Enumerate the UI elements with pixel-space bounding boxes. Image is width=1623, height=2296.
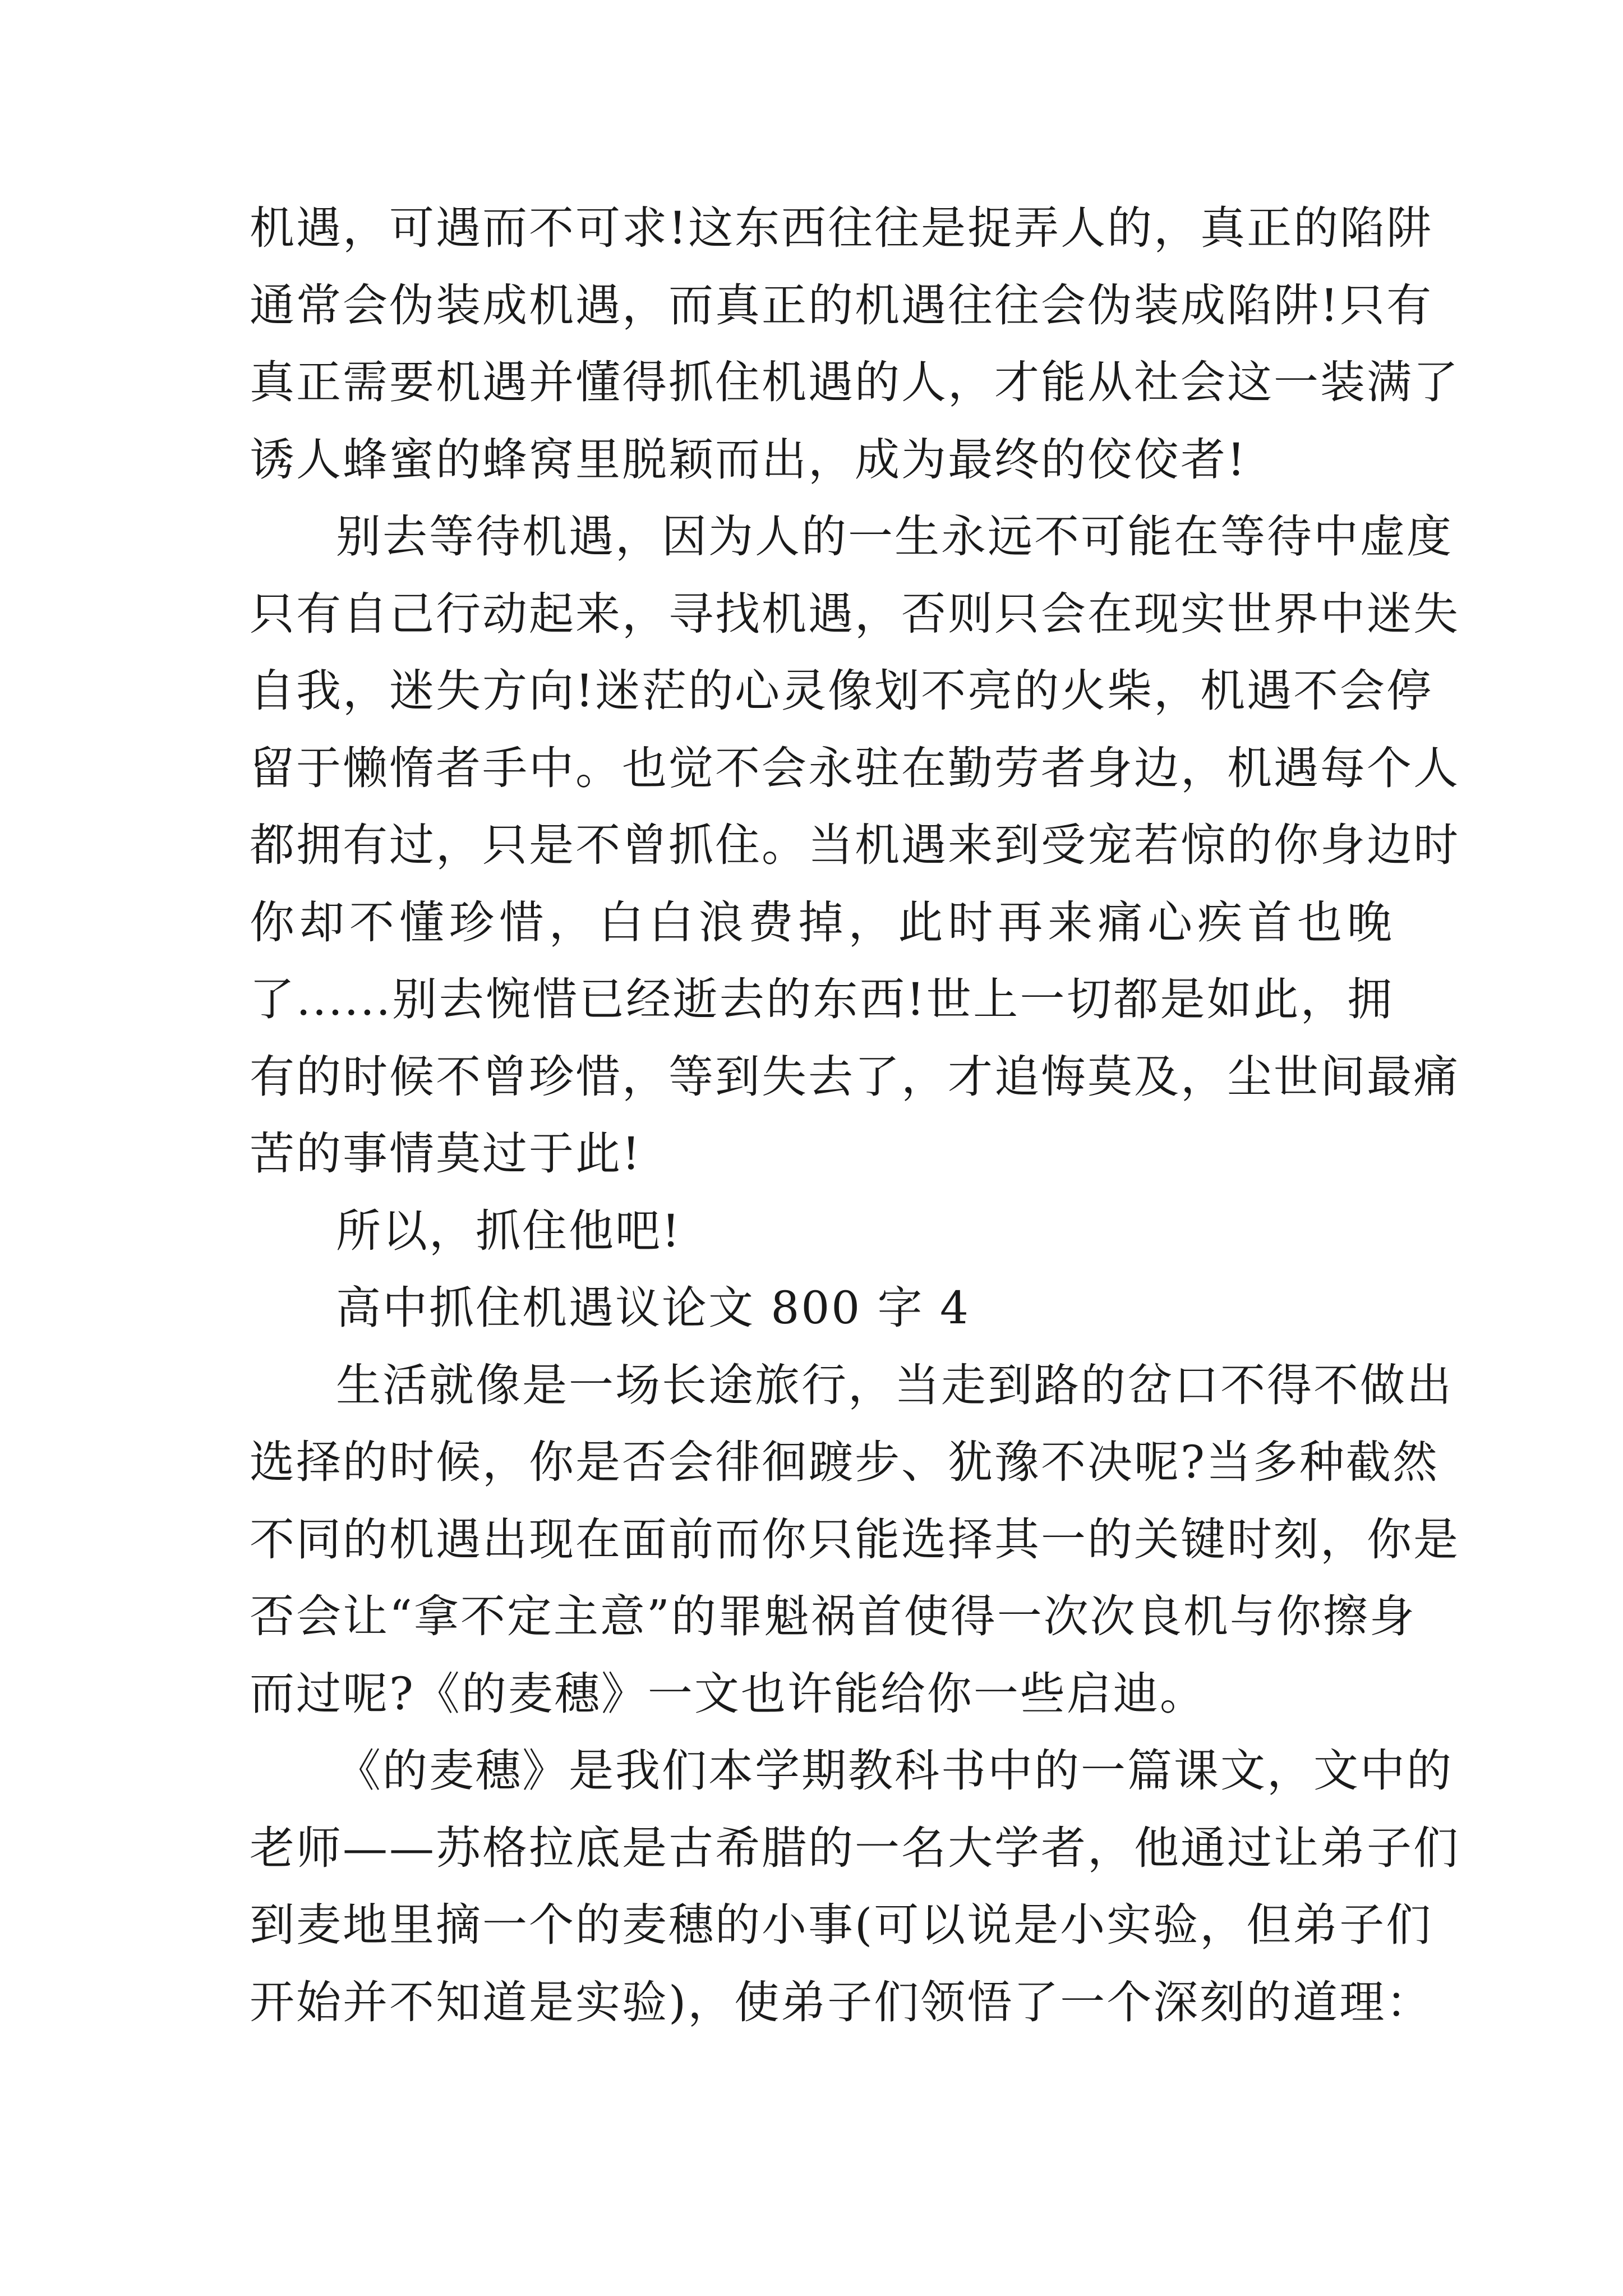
text-line: 高中抓住机遇议论文 800 字 4 — [336, 1282, 970, 1334]
text-line: 只有自己行动起来，寻找机遇，否则只会在现实世界中迷失 — [250, 587, 1460, 640]
text-line: 开始并不知道是实验)，使弟子们领悟了一个深刻的道理： — [250, 1976, 1433, 2028]
text-line: 诱人蜂蜜的蜂窝里脱颖而出，成为最终的佼佼者! — [250, 433, 1247, 486]
text-line: 留于懒惰者手中。也觉不会永驻在勤劳者身边，机遇每个人 — [250, 742, 1460, 794]
paragraph-2 — [250, 498, 1460, 1193]
text-line: 所以，抓住他吧! — [336, 1204, 682, 1257]
text-line: 到麦地里摘一个的麦穗的小事(可以说是小实验，但弟子们 — [250, 1899, 1433, 1951]
text-line: 选择的时候，你是否会徘徊踱步、犹豫不决呢?当多种截然 — [250, 1436, 1439, 1488]
text-line: 否会让“拿不定主意”的罪魁祸首使得一次次良机与你擦身 — [250, 1590, 1416, 1642]
text-line: 而过呢?《的麦穗》一文也许能给你一些启迪。 — [250, 1667, 1206, 1720]
paragraph-5 — [250, 1347, 1460, 1733]
text-line: 老师——苏格拉底是古希腊的一名大学者，他通过让弟子们 — [250, 1821, 1460, 1874]
text-line: 苦的事情莫过于此! — [250, 1128, 642, 1180]
text-line: 生活就像是一场长途旅行，当走到路的岔口不得不做出 — [336, 1359, 1453, 1411]
document-body — [250, 190, 1460, 2041]
text-line: 了......别去惋惜已经逝去的东西!世上一切都是如此，拥 — [250, 973, 1394, 1025]
text-line: 自我，迷失方向!迷茫的心灵像划不亮的火柴，机遇不会停 — [250, 665, 1433, 717]
text-line: 不同的机遇出现在面前而你只能选择其一的关键时刻，你是 — [250, 1513, 1460, 1566]
text-line: 《的麦穗》是我们本学期教科书中的一篇课文，文中的 — [336, 1745, 1453, 1797]
text-line: 真正需要机遇并懂得抓住机遇的人，才能从社会这一装满了 — [250, 356, 1460, 408]
paragraph-1 — [250, 190, 1460, 498]
text-line: 机遇，可遇而不可求!这东西往往是捉弄人的，真正的陷阱 — [250, 202, 1433, 254]
text-line: 都拥有过，只是不曾抓住。当机遇来到受宠若惊的你身边时 — [250, 819, 1460, 871]
text-line: 你却不懂珍惜，白白浪费掉，此时再来痛心疾首也晚 — [250, 896, 1394, 949]
section-heading — [250, 1269, 1394, 1347]
paragraph-6 — [250, 1732, 1460, 2041]
text-line: 别去等待机遇，因为人的一生永远不可能在等待中虚度 — [336, 510, 1453, 563]
text-line: 有的时候不曾珍惜，等到失去了，才追悔莫及，尘世间最痛 — [250, 1050, 1460, 1103]
text-line: 通常会伪装成机遇，而真正的机遇往往会伪装成陷阱!只有 — [250, 279, 1433, 332]
paragraph-3 — [250, 1193, 1394, 1270]
